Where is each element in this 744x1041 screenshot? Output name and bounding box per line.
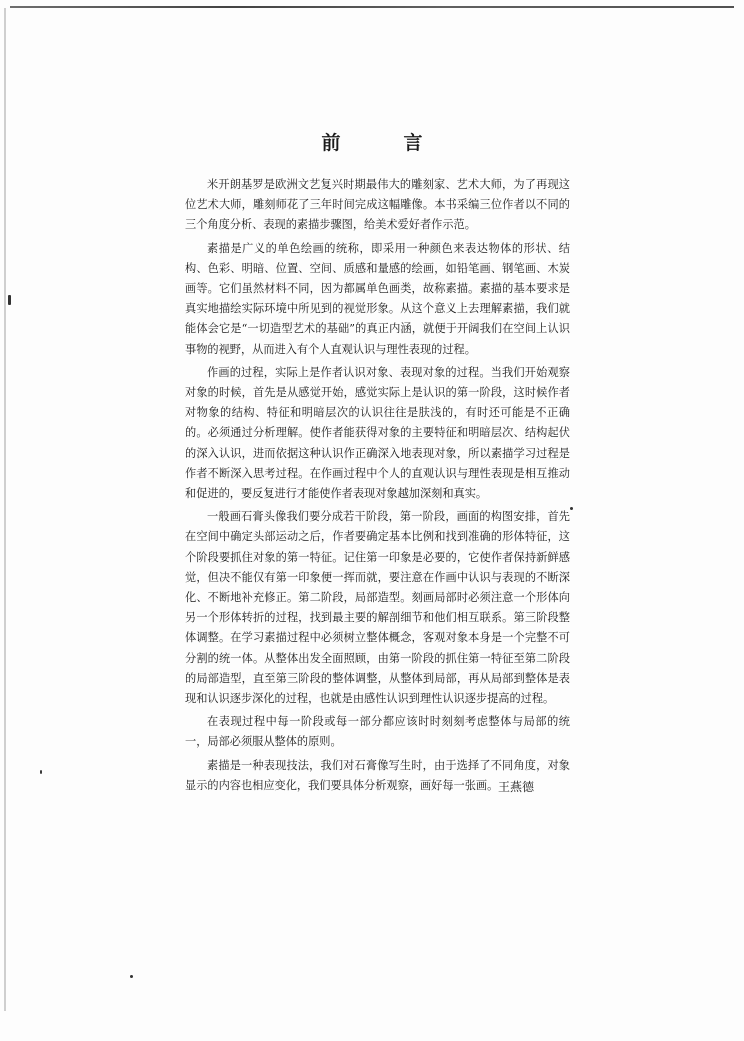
- scan-speck: [570, 507, 573, 510]
- paragraph-1: 米开朗基罗是欧洲文艺复兴时期最伟大的雕刻家、艺术大师，为了再现这位艺术大师，雕刻师花了三年时间完成这幅雕像。本书采编三位作者以不同的三个角度分析、表现的素描步骤图，给美术爱好者作示范。: [185, 178, 570, 232]
- scan-top-border: [10, 6, 734, 8]
- paragraph-2: 素描是广义的单色绘画的统称，即采用一种颜色来表达物体的形状、结构、色彩、明暗、位置、空间、质感和量感的绘画，如铅笔画、钢笔画、木炭画等。它们虽然材料不同，因为都属单色画类，故称素描。素描的基本要求是真实地描绘实际环境中所见到的视觉形象。从这个意义上去理解素描，我们就能体会它是“一切造型艺术的基础”的真正内涵，就便于开阔我们在空间上认识事物的视野，从而进入有个人直观认识与理性表现的过程。: [185, 241, 570, 356]
- paragraph-4: 一般画石膏头像我们要分成若干阶段，第一阶段，画面的构图安排，首先在空间中确定头部运动之后，作者要确定基本比例和找到准确的形体特征，这个阶段要抓住对象的第一特征。记住第一印象是必要的，它使作者保持新鲜感觉，但决不能仅有第一印象便一挥而就，要注意在作画中认识与表现的不断深化、不断地补充修正。第二阶段，局部造型。刻画局部时必须注意一个形体向另一个形体转折的过程，找到最主要的解剖细节和他们相互联系。第三阶段整体调整。在学习素描过程中必须树立整体概念，客观对象本身是一个完整不可分割的统一体。从整体出发全面照顾，由第一阶段的抓住第一特征至第二阶段的局部造型，直至第三阶段的整体调整，从整体到局部，再从局部到整体是表现和认识逐步深化的过程，也就是由感性认识到理性认识逐步提高的过程。: [185, 510, 570, 706]
- preface-body: [185, 175, 570, 799]
- paragraph-6: 素描是一种表现技法，我们对石膏像写生时，由于选择了不同角度，对象显示的内容也相应变化，我们要具体分析观察，画好每一张画。: [185, 758, 570, 792]
- page-title: 前 言: [321, 132, 445, 154]
- author-signature: 王燕德: [498, 780, 535, 794]
- scan-speck: [8, 295, 11, 305]
- scan-speck: [130, 975, 133, 978]
- scan-speck: [40, 770, 42, 774]
- paragraph-3: 作画的过程，实际上是作者认识对象、表现对象的过程。当我们开始观察对象的时候，首先是从感觉开始，感觉实际上是认识的第一阶段，这时候作者对物象的结构、特征和明暗层次的认识往往是肤浅的，有时还可能是不正确的。必须通过分析理解。使作者能获得对象的主要特征和明暗层次、结构起伏的深入认识，进而依据这种认识作正确深入地表现对象，所以素描学习过程是作者不断深入思考过程。在作画过程中个人的直观认识与理性表现是相互推动和促进的，要反复进行才能使作者表现对象越加深刻和真实。: [185, 365, 570, 501]
- paragraph-5: 在表现过程中每一阶段或每一部分都应该时时刻刻考虑整体与局部的统一，局部必须服从整体的原则。: [185, 715, 570, 749]
- scan-left-edge: [4, 8, 6, 1011]
